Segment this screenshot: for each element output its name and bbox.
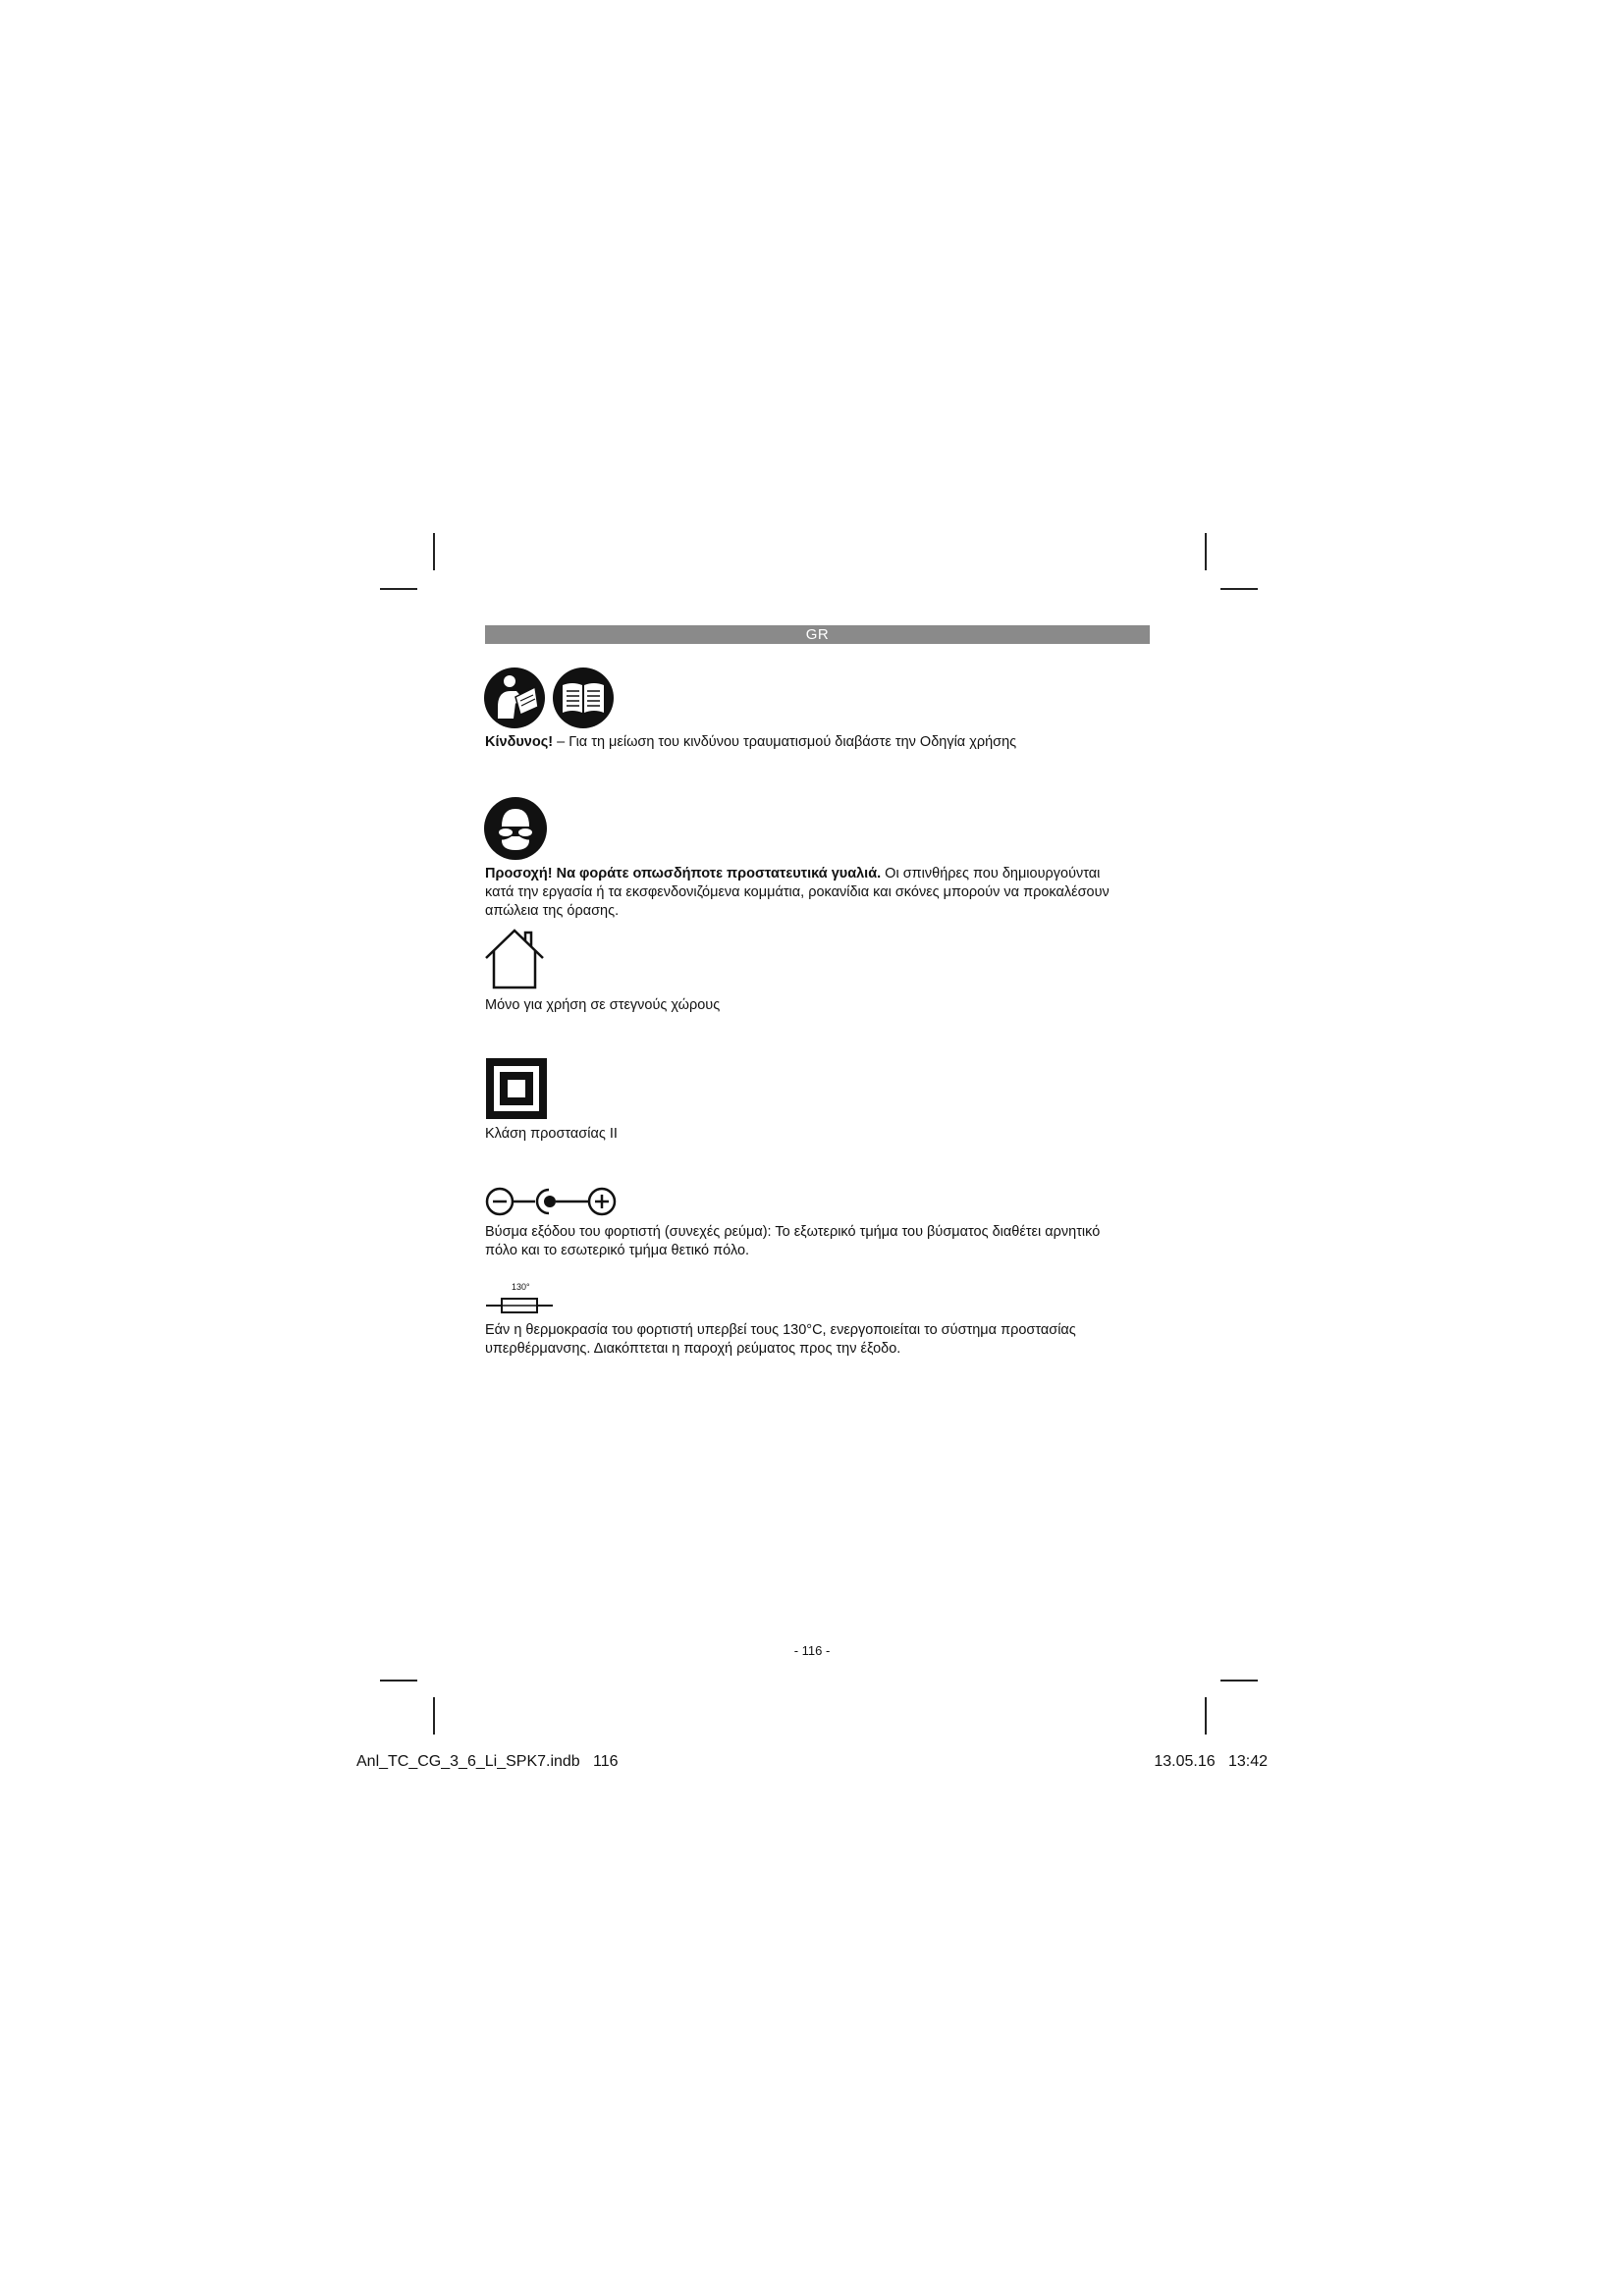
footer-date-time: 13.05.16 13:42 (1154, 1753, 1268, 1770)
goggles-line-1: Προσοχή! Να φοράτε οπωσδήποτε προστατευτικά γυαλιά. Οι σπινθήρες που δημιουργούνται (485, 866, 1101, 881)
page-number: - 116 - (793, 1643, 831, 1658)
crop-mark-bottom-left-vertical (433, 1697, 435, 1735)
protection-class-ii-icon (484, 1056, 549, 1121)
crop-mark-top-left-horizontal (380, 588, 417, 590)
thermal-fuse-icon (484, 1282, 555, 1317)
protection-class-text: Κλάση προστασίας II (485, 1126, 618, 1142)
overheat-line-2: υπερθέρμανσης. Διακόπτεται η παροχή ρεύματος προς την έξοδο. (485, 1341, 901, 1357)
output-plug-line-2: πόλο και το εσωτερικό τμήμα θετικό πόλο. (485, 1243, 750, 1258)
goggles-line-3: απώλεια της όρασης. (485, 903, 620, 919)
caution-label: Προσοχή! Να φοράτε οπωσδήποτε προστατευτικά γυαλιά. (485, 866, 882, 881)
language-code: GR (805, 626, 830, 643)
crop-mark-bottom-left-horizontal (380, 1680, 417, 1682)
dry-rooms-text: Μόνο για χρήση σε στεγνούς χώρους (485, 997, 721, 1013)
crop-mark-bottom-right-horizontal (1220, 1680, 1258, 1682)
crop-mark-top-right-horizontal (1220, 588, 1258, 590)
read-manual-text (485, 733, 1163, 752)
open-book-icon (553, 667, 614, 728)
thermal-fuse-label: 130° (512, 1282, 530, 1292)
house-icon (482, 927, 547, 989)
output-plug-line-1: Βύσμα εξόδου του φορτιστή (συνεχές ρεύμα): Το εξωτερικό τμήμα του βύσματος διαθέτει αρνητικό (485, 1224, 1101, 1240)
polarity-plug-icon (484, 1185, 623, 1218)
overheat-text (485, 1321, 1163, 1359)
crop-mark-bottom-right-vertical (1205, 1697, 1207, 1735)
read-manual-desc: – Για τη μείωση του κινδύνου τραυματισμού διαβάστε την Οδηγία χρήσης (553, 734, 1017, 750)
language-header-bar (485, 625, 1150, 644)
output-plug-text (485, 1223, 1163, 1260)
overheat-line-1: Εάν η θερμοκρασία του φορτιστή υπερβεί τους 130°C, ενεργοποιείται το σύστημα προστασίας (485, 1322, 1076, 1338)
danger-label: Κίνδυνος! (485, 734, 554, 750)
crop-mark-top-right-vertical (1205, 533, 1207, 570)
person-reading-manual-icon (484, 667, 545, 728)
safety-goggles-icon (484, 797, 547, 860)
goggles-line-2: κατά την εργασία ή τα εκσφενδονιζόμενα κομμάτια, ροκανίδια και σκόνες μπορούν να προκαλέσουν (485, 884, 1110, 900)
footer-file-name: Anl_TC_CG_3_6_Li_SPK7.indb 116 (356, 1753, 619, 1770)
goggles-text (485, 865, 1163, 921)
crop-mark-top-left-vertical (433, 533, 435, 570)
